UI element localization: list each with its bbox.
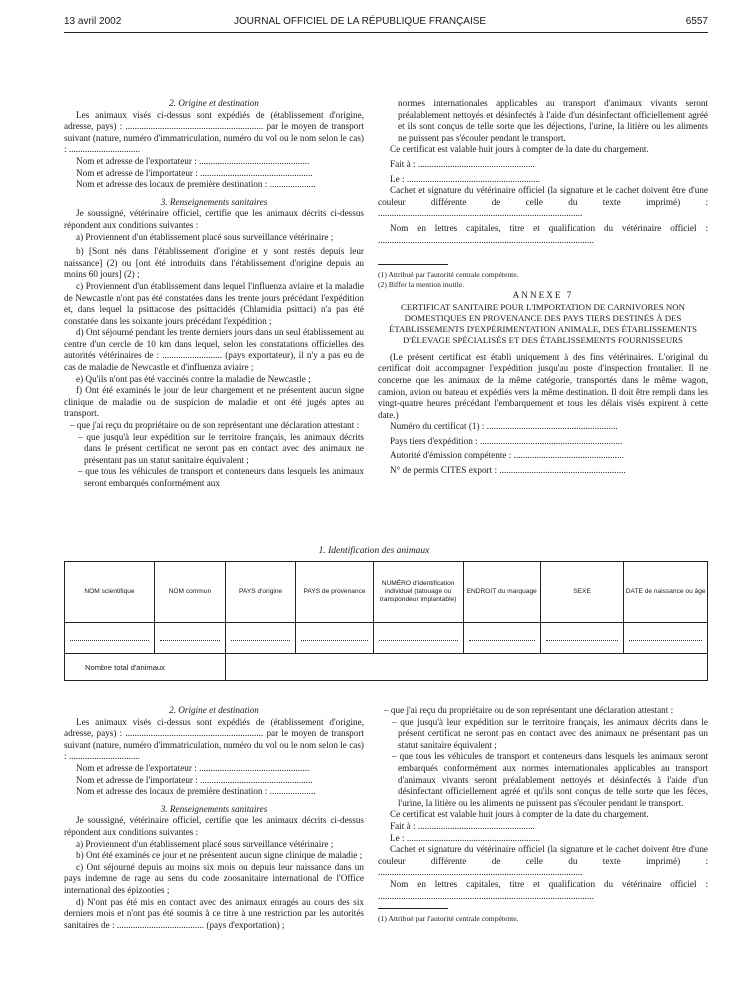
paragraph: (Le présent certificat est établi uniquement à des fins vétérinaires. L'original du certificat doit accompagner l'expédition jusqu'au poste d'inspection frontalier. Il ne concerne que les animaux de la même catégorie, transportés dans le même wagon, camion, avion ou bateau et expédiés vers la même destination. Il doit être rempli dans les vingt-quatre heures précédant l'embarquement et tous les délais visés expirent à cette date.) [378, 351, 708, 420]
form-line: Autorité d'émission compétente : ................................................ [390, 450, 624, 461]
paragraph: c) Ont séjourné depuis au moins six mois ou depuis leur naissance dans un pays indemne de rage au sens du code zoosanitaire international de l'Office international des épizooties ; [64, 861, 364, 895]
paragraph: Nom et adresse des locaux de première destination : .................... [76, 179, 316, 190]
paragraph: Les animaux visés ci-dessus sont expédiés de (établissement d'origine, adresse, pays) : ............................................................ par le moyen de transport suivant (nature, numéro d'immatriculation, numéro du vol ou le nom selon le cas) : ............................... [64, 109, 364, 155]
table-header: ENDROIT du marquage [463, 562, 540, 623]
form-line: N° de permis CITES export : ....................................................... [390, 465, 626, 476]
certificate-title: CERTIFICAT SANITAIRE POUR L'IMPORTATION DE CARNIVORES NON DOMESTIQUES EN PROVENANCE DES PAYS TIERS DESTINÉS À DES ÉTABLISSEMENTS D'EXPÉRIMENTATION ANIMALE, DES ÉTABLISSEMENTS D'ÉLEVAGE SPÉCIALISÉS ET DES ÉTABLISSEMENTS FOURNISSEURS [388, 301, 698, 345]
paragraph: Nom et adresse des locaux de première destination : .................... [76, 786, 316, 797]
list-item: – que j'ai reçu du propriétaire ou de son représentant une déclaration attestant : [70, 420, 360, 431]
paragraph: Cachet et signature du vétérinaire officiel (la signature et le cachet doivent être d'une couleur différente de celle du texte imprimé) : ......................................................................................... [378, 185, 708, 219]
bottom-left-column [64, 705, 364, 931]
table-cell [155, 623, 226, 654]
form-line: Numéro du certificat (1) : ......................................................... [390, 421, 618, 432]
paragraph: b) Ont été examinés ce jour et ne présentent aucun signe clinique de maladie ; [76, 850, 363, 861]
table-header: NOM scientifique [65, 562, 155, 623]
le-line: Le : .......................................................... [390, 832, 541, 843]
paragraph: normes internationales applicables au transport d'animaux vivants seront préalablement nettoyés et désinfectés à l'aide d'un désinfectant officiellement agréé et ils sont conçus de telle sorte que les déjections, l'urine, la litière ou les aliments ne puissent pas s'écouler pendant le transport. [398, 98, 708, 143]
paragraph: Les animaux visés ci-dessus sont expédiés de (établissement d'origine, adresse, pays) : ............................................................ par le moyen de transport suivant (nature, numéro d'immatriculation, numéro du vol ou le nom selon le cas) : ............................... [64, 716, 364, 762]
header-date: 13 avril 2002 [64, 16, 122, 27]
section-title: 2. Origine et destination [169, 98, 259, 108]
paragraph: Ce certificat est valable huit jours à compter de la date du chargement. [390, 809, 649, 820]
table-header: NOM commun [155, 562, 226, 623]
paragraph: f) Ont été examinés le jour de leur chargement et ne présentent aucun signe clinique de maladie ou de suspicion de maladie et ont été jugés aptes au transport. [64, 385, 364, 419]
table-header: PAYS d'origine [225, 562, 296, 623]
list-item: – que tous les véhicules de transport et conteneurs dans lesquels les animaux seront embarqués conformément aux [78, 466, 364, 488]
list-item: – que j'ai reçu du propriétaire ou de son représentant une déclaration attestant : [384, 705, 674, 715]
table-header-row [65, 562, 708, 623]
list-item: – que tous les véhicules de transport et conteneurs dans lesquels les animaux seront embarqués conformément aux normes internationales applicables au transport d'animaux vivants seront préalablement nettoyés et désinfectés à l'aide d'un désinfectant officiellement agréé et qu'ils sont conçus de telle sorte que les fèces, l'urine, la litière ou les aliments ne puissent pas s'écouler pendant le transport. [392, 751, 708, 808]
table-cell [540, 623, 624, 654]
footnote: (2) Biffer la mention inutile. [378, 280, 465, 290]
paragraph: Nom et adresse de l'exportateur : ................................................ [76, 762, 310, 773]
footnote: (1) Attribué par l'autorité centrale compétente. [378, 914, 519, 924]
annex-title: ANNEXE 7 [512, 290, 574, 301]
paragraph: a) Proviennent d'un établissement placé sous surveillance vétérinaire ; [76, 838, 334, 849]
top-right-column [378, 98, 708, 477]
total-value-cell [225, 654, 707, 681]
paragraph: b) [Sont nés dans l'établissement d'origine et y sont restés depuis leur naissance] (2) ou [ont été introduits dans l'établissement d'origine depuis au moins 60 jours] (2) ; [64, 246, 364, 280]
paragraph: d) N'ont pas été mis en contact avec des animaux enragés au cours des six derniers mois et n'ont pas été soumis à ce titre à une restriction par les autorités sanitaires de : ...................................... (pays d'exportation) ; [64, 896, 364, 930]
table-title: 1. Identification des animaux [318, 546, 430, 556]
page-header [64, 14, 708, 30]
bottom-right-column [378, 705, 708, 924]
animals-table [64, 561, 708, 681]
paragraph: Je soussigné, vétérinaire officiel, certifie que les animaux décrits ci-dessus répondent aux conditions suivantes : [64, 815, 364, 837]
paragraph: Nom et adresse de l'exportateur : ................................................ [76, 155, 310, 166]
top-left-column [64, 98, 364, 490]
paragraph: Nom en lettres capitales, titre et qualification du vétérinaire officiel : .............................................................................................. [378, 878, 708, 901]
table-cell [296, 623, 373, 654]
table-cell [624, 623, 708, 654]
paragraph: Cachet et signature du vétérinaire officiel (la signature et le cachet doivent être d'une couleur différente de celle du texte imprimé) : ......................................................................................... [378, 844, 708, 878]
table-header: NUMÉRO d'identification individuel (tatouage ou transpondeur implantable) [373, 562, 463, 623]
list-item: – que jusqu'à leur expédition sur le territoire français, les animaux décrits dans le présent certificat ne seront pas en contact avec des animaux ne présentant pas un statut sanitaire équivalent ; [78, 431, 364, 465]
fait-line: Fait à : ................................................... [390, 158, 535, 169]
table-header: DATE de naissance ou âge [624, 562, 708, 623]
paragraph: Nom et adresse de l'importateur : ................................................. [76, 167, 313, 178]
paragraph: Nom et adresse de l'importateur : ................................................. [76, 774, 313, 785]
section-title: 3. Renseignements sanitaires [160, 196, 268, 207]
section-title: 2. Origine et destination [169, 705, 259, 715]
form-line: Pays tiers d'expédition : .............................................................. [390, 435, 623, 446]
paragraph: Ce certificat est valable huit jours à compter de la date du chargement. [390, 144, 649, 155]
total-label: Nombre total d'animaux [65, 654, 226, 681]
paragraph: a) Proviennent d'un établissement placé sous surveillance vétérinaire ; [76, 231, 334, 242]
header-title: JOURNAL OFFICIEL DE LA RÉPUBLIQUE FRANÇAISE [234, 16, 487, 27]
fait-line: Fait à : ................................................... [390, 820, 535, 831]
section-title: 3. Renseignements sanitaires [160, 803, 268, 814]
table-cell [463, 623, 540, 654]
list-item: – que jusqu'à leur expédition sur le territoire français, les animaux décrits dans le présent certificat ne seront pas en contact avec des animaux ne présentant pas un statut sanitaire équivalent ; [392, 716, 708, 750]
paragraph: d) Ont séjourné pendant les trente derniers jours dans un seul établissement au centre d'un cercle de 10 km dans lequel, selon les constatations officielles des autorités vétérinaires de : .......................... (pays exportateur), il n'y a pas eu de cas de maladie de Newcastle et d'influenza aviaire ; [64, 327, 364, 373]
paragraph: e) Qu'ils n'ont pas été vaccinés contre la maladie de Newcastle ; [76, 373, 311, 384]
paragraph: c) Proviennent d'un établissement dans lequel l'influenza aviaire et la maladie de Newcastle n'ont pas été constatées dans les trente jours précédant l'expédition et, dans lequel la psittacose des psittacidés (Chlamidia psittaci) n'a pas été constatée dans les soixante jours précédant l'expédition ; [64, 280, 364, 326]
le-line: Le : .......................................................... [390, 173, 541, 184]
footnote: (1) Attribué par l'autorité centrale compétente. [378, 270, 519, 280]
header-rule [64, 32, 708, 33]
header-page-number: 6557 [685, 16, 708, 27]
table-cell [225, 623, 296, 654]
table-cell [65, 623, 155, 654]
footnote-rule [378, 908, 448, 909]
table-header: SEXE [540, 562, 624, 623]
paragraph: Je soussigné, vétérinaire officiel, certifie que les animaux décrits ci-dessus répondent aux conditions suivantes : [64, 208, 364, 230]
table-header: PAYS de provenance [296, 562, 373, 623]
footnote-rule [378, 264, 448, 265]
paragraph: Nom en lettres capitales, titre et qualification du vétérinaire officiel : .............................................................................................. [378, 222, 708, 245]
table-row [65, 623, 708, 654]
table-cell [373, 623, 463, 654]
table-total-row [65, 654, 708, 681]
